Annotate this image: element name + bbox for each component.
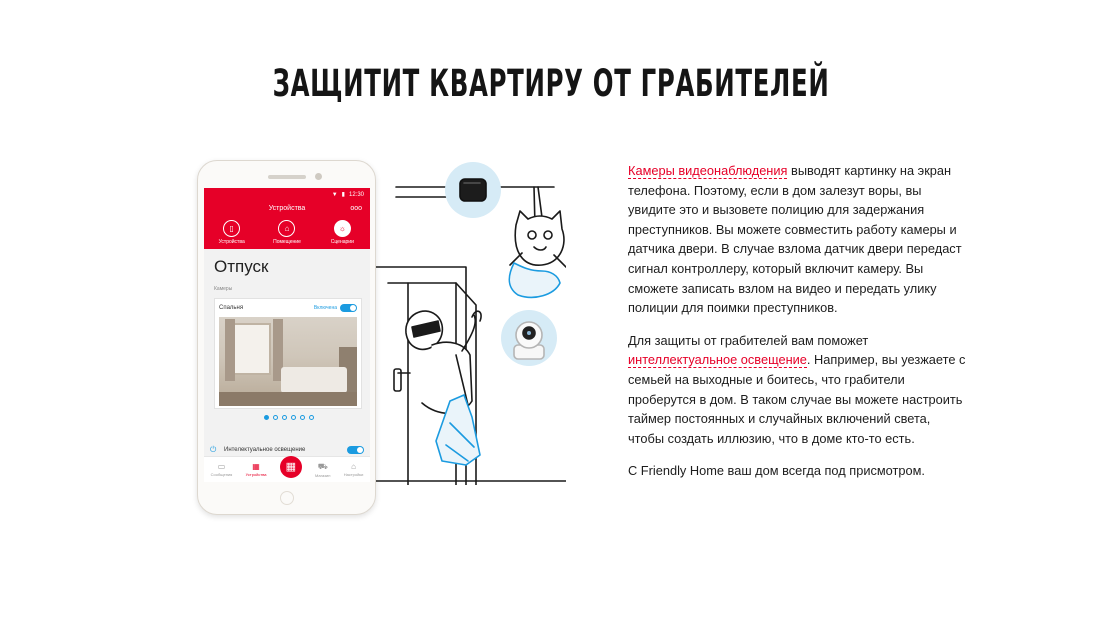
phone-home-button [280, 491, 294, 505]
camera-state-label: Включена [313, 305, 337, 311]
description-text [628, 161, 968, 494]
paragraph-text: выводят картинку на экран телефона. Поэтому, если в дом залезут воры, вы увидите это и вызовете полицию для задержания преступников. Вы можете совместить работу камеры и датчика двери. В случае взлома датчик двери передаст сигнал контроллеру, который включит камеру. Вы сможете записать взлом на видео и передать улику полиции для поимки преступников. [628, 163, 962, 316]
carousel-dot[interactable] [273, 415, 278, 420]
camera-name: Спальня [219, 305, 244, 311]
page-title: ЗАЩИТИТ КВАРТИРУ ОТ ГРАБИТЕЛЕЙ [272, 62, 830, 105]
phone-mockup [197, 160, 376, 515]
cat-icon [509, 187, 566, 297]
tab-label: Сценарии [330, 239, 354, 245]
phone-front-camera [315, 173, 322, 180]
signal-icon: ▼ [331, 191, 338, 198]
carousel-dot[interactable] [300, 415, 305, 420]
paragraph-cameras [628, 161, 968, 318]
camera-state [314, 304, 357, 312]
paragraph-lighting [628, 331, 968, 449]
nav-label: Магазин [315, 472, 331, 478]
carousel-dot[interactable] [282, 415, 287, 420]
nav-label: Устройства [245, 472, 267, 477]
security-camera-icon [514, 322, 544, 359]
siren-icon: ☼ [334, 220, 351, 237]
carousel-dot[interactable] [291, 415, 296, 420]
app-bar [204, 201, 370, 217]
paragraph-closing: С Friendly Home ваш дом всегда под присмотром. [628, 463, 925, 479]
paragraph-text: . Например, вы уезжаете с семьей на выходные и боитесь, что грабители проберутся в дом. В таком случае вы можете настроить таймер постоянных и случайных включений света, чтобы создать иллюзию, что в доме кто-то есть. [628, 352, 966, 446]
tab-label: Помещение [273, 239, 301, 245]
nav-devices[interactable] [246, 462, 267, 477]
tab-devices[interactable] [207, 220, 257, 245]
app-title: Устройства [268, 205, 306, 212]
camera-card-header [219, 303, 357, 313]
cart-icon: ⛟ [317, 461, 328, 471]
power-icon: ⏻ [210, 444, 217, 454]
home-fab-button[interactable]: ▦ [280, 456, 302, 478]
status-bar [204, 188, 370, 201]
nav-settings[interactable] [344, 462, 364, 477]
grid-icon: ▦ [252, 462, 260, 471]
nav-label: Сообщения [210, 472, 233, 477]
tab-room[interactable] [262, 220, 312, 245]
light-row [204, 443, 370, 456]
status-time: 12:30 [348, 191, 364, 198]
link-smart-lighting[interactable]: интеллектуальное освещение [628, 352, 807, 368]
nav-shop[interactable] [315, 462, 330, 478]
tab-bar [204, 217, 370, 249]
camera-toggle[interactable] [340, 304, 357, 312]
light-row-label: Интелектуальное освещение [224, 446, 306, 453]
carousel-dot[interactable] [264, 415, 269, 420]
phone-screen [204, 188, 370, 482]
phone-speaker [268, 175, 306, 179]
paragraph-text: Для защиты от грабителей вам поможет [628, 332, 869, 348]
battery-icon: ▮ [341, 192, 345, 198]
scene-title: Отпуск [214, 257, 269, 276]
section-label: Камеры [214, 286, 233, 292]
link-cameras[interactable]: Камеры видеонаблюдения [628, 163, 788, 178]
message-icon: ▭ [217, 462, 226, 471]
scene-content [204, 249, 370, 420]
house-icon: ⌂ [278, 220, 295, 237]
burglar-illustration [376, 155, 566, 485]
camera-card[interactable] [214, 298, 362, 409]
devices-icon: ▯ [223, 220, 240, 237]
burglar-icon [406, 311, 481, 465]
tab-label: Устройства [218, 239, 245, 245]
carousel-dot[interactable] [309, 415, 314, 420]
more-dots-icon[interactable]: ooo [350, 205, 362, 212]
light-toggle[interactable] [347, 446, 364, 454]
carousel-dots [214, 415, 364, 420]
camera-preview-image [219, 317, 357, 406]
tab-scenarios[interactable] [317, 220, 367, 245]
nav-label: Настройки [343, 472, 364, 477]
nav-messages[interactable] [211, 462, 233, 477]
bottom-nav [204, 456, 370, 482]
person-icon: ⌂ [351, 462, 356, 471]
